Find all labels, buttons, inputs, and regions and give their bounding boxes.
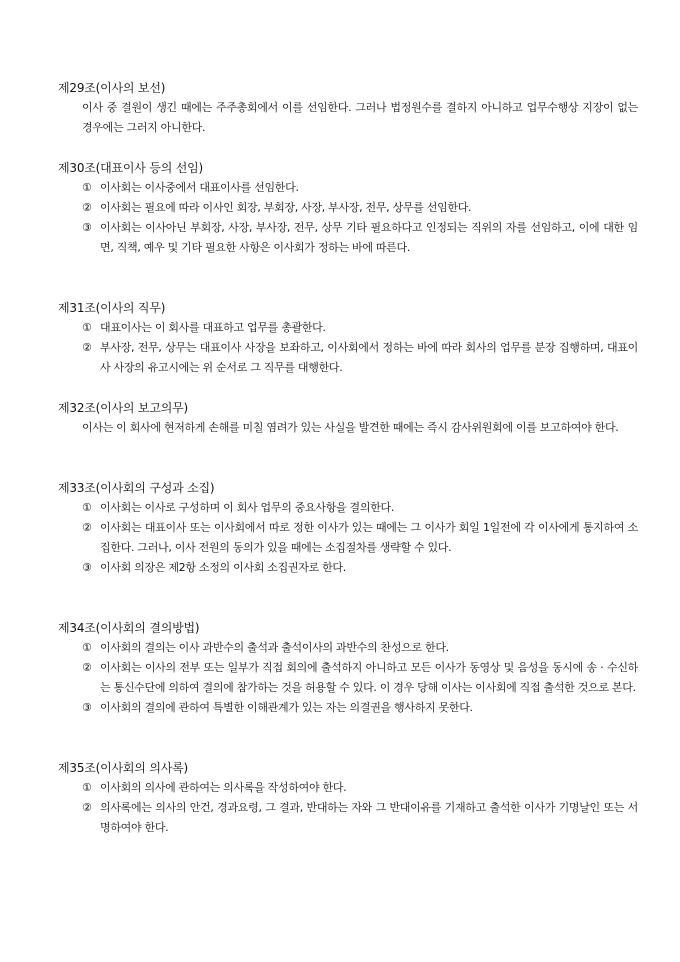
article-clause (82, 658, 638, 698)
article-title: 제29조(이사의 보선) (58, 81, 166, 95)
clause-number: ② (82, 521, 92, 534)
article-paragraph (82, 98, 638, 138)
clause-number: ③ (82, 701, 92, 714)
article-title: 제35조(이사회의 의사록) (58, 761, 188, 775)
article-clause (82, 778, 638, 798)
article-title: 제31조(이사의 직무) (58, 301, 166, 315)
article-35 (58, 758, 638, 838)
article-title: 제32조(이사의 보고의무) (58, 401, 188, 415)
clause-text: 이사회는 필요에 따라 이사인 회장, 부회장, 사장, 부사장, 전무, 상무를 선임한다. (100, 201, 472, 214)
clause-text: 이사회는 이사로 구성하며 이 회사 업무의 중요사항을 결의한다. (100, 501, 395, 514)
clause-number: ① (82, 181, 92, 194)
article-32 (58, 398, 638, 438)
clause-number: ② (82, 201, 92, 214)
article-30 (58, 158, 638, 258)
article-clause (82, 518, 638, 558)
article-title: 제30조(대표이사 등의 선임) (58, 161, 203, 175)
article-clause (82, 638, 638, 658)
clause-number: ① (82, 641, 92, 654)
clause-text: 이사회는 이사의 전부 또는 일부가 직접 회의에 출석하지 아니하고 모든 이사가 동영상 및 음성을 동시에 송 · 수신하는 통신수단에 의하여 결의에 참가하는 것을 허용할 수 있다. 이 경우 당해 이사는 이사회에 직접 출석한 것으로 본다. (100, 661, 638, 694)
clause-number: ③ (82, 561, 92, 574)
clause-number: ③ (82, 221, 92, 234)
clause-number: ① (82, 501, 92, 514)
article-clause (82, 218, 638, 258)
article-clause (82, 498, 638, 518)
article-title: 제33조(이사회의 구성과 소집) (58, 481, 215, 495)
clause-number: ① (82, 781, 92, 794)
clause-text: 이사회 의장은 제2항 소정의 이사회 소집권자로 한다. (100, 561, 346, 574)
clause-number: ② (82, 801, 92, 814)
article-31 (58, 298, 638, 378)
clause-text: 이사회의 결의는 이사 과반수의 출석과 출석이사의 과반수의 찬성으로 한다. (100, 641, 449, 654)
article-clause (82, 558, 638, 578)
article-clause (82, 338, 638, 378)
clause-text: 의사록에는 의사의 안건, 경과요령, 그 결과, 반대하는 자와 그 반대이유를 기재하고 출석한 이사가 기명날인 또는 서명하여야 한다. (100, 801, 638, 834)
paragraph-text: 이사 중 결원이 생긴 때에는 주주총회에서 이를 선임한다. 그러나 법정원수를 결하지 아니하고 업무수행상 지장이 없는 경우에는 그러지 아니한다. (82, 101, 638, 134)
article-clause (82, 318, 638, 338)
article-34 (58, 618, 638, 718)
clause-text: 부사장, 전무, 상무는 대표이사 사장을 보좌하고, 이사회에서 정하는 바에 따라 회사의 업무를 분장 집행하며, 대표이사 사장의 유고시에는 위 순서로 그 직무를 대행한다. (100, 341, 638, 374)
article-33 (58, 478, 638, 578)
article-clause (82, 198, 638, 218)
clause-text: 이사회는 이사아닌 부회장, 사장, 부사장, 전무, 상무 기타 필요하다고 인정되는 직위의 자를 선임하고, 이에 대한 임면, 직책, 예우 및 기타 필요한 사항은 이사회가 정하는 바에 따른다. (100, 221, 638, 254)
clause-number: ② (82, 661, 92, 674)
clause-number: ① (82, 321, 92, 334)
clause-text: 대표이사는 이 회사를 대표하고 업무를 총괄한다. (100, 321, 326, 334)
article-29 (58, 78, 638, 138)
clause-text: 이사회는 대표이사 또는 이사회에서 따로 정한 이사가 있는 때에는 그 이사가 회일 1일전에 각 이사에게 통지하여 소집한다. 그러나, 이사 전원의 동의가 있을 때에는 소집절차를 생략할 수 있다. (100, 521, 638, 554)
clause-text: 이사회의 의사에 관하여는 의사록을 작성하여야 한다. (100, 781, 347, 794)
article-title: 제34조(이사회의 결의방법) (58, 621, 200, 635)
paragraph-text: 이사는 이 회사에 현저하게 손해를 미칠 염려가 있는 사실을 발견한 때에는 즉시 감사위원회에 이를 보고하여야 한다. (82, 421, 619, 434)
clause-text: 이사회의 결의에 관하여 특별한 이해관계가 있는 자는 의결권을 행사하지 못한다. (100, 701, 473, 714)
article-clause (82, 178, 638, 198)
clause-text: 이사회는 이사중에서 대표이사를 선임한다. (100, 181, 299, 194)
article-clause (82, 698, 638, 718)
article-clause (82, 798, 638, 838)
article-paragraph (82, 418, 638, 438)
clause-number: ② (82, 341, 92, 354)
